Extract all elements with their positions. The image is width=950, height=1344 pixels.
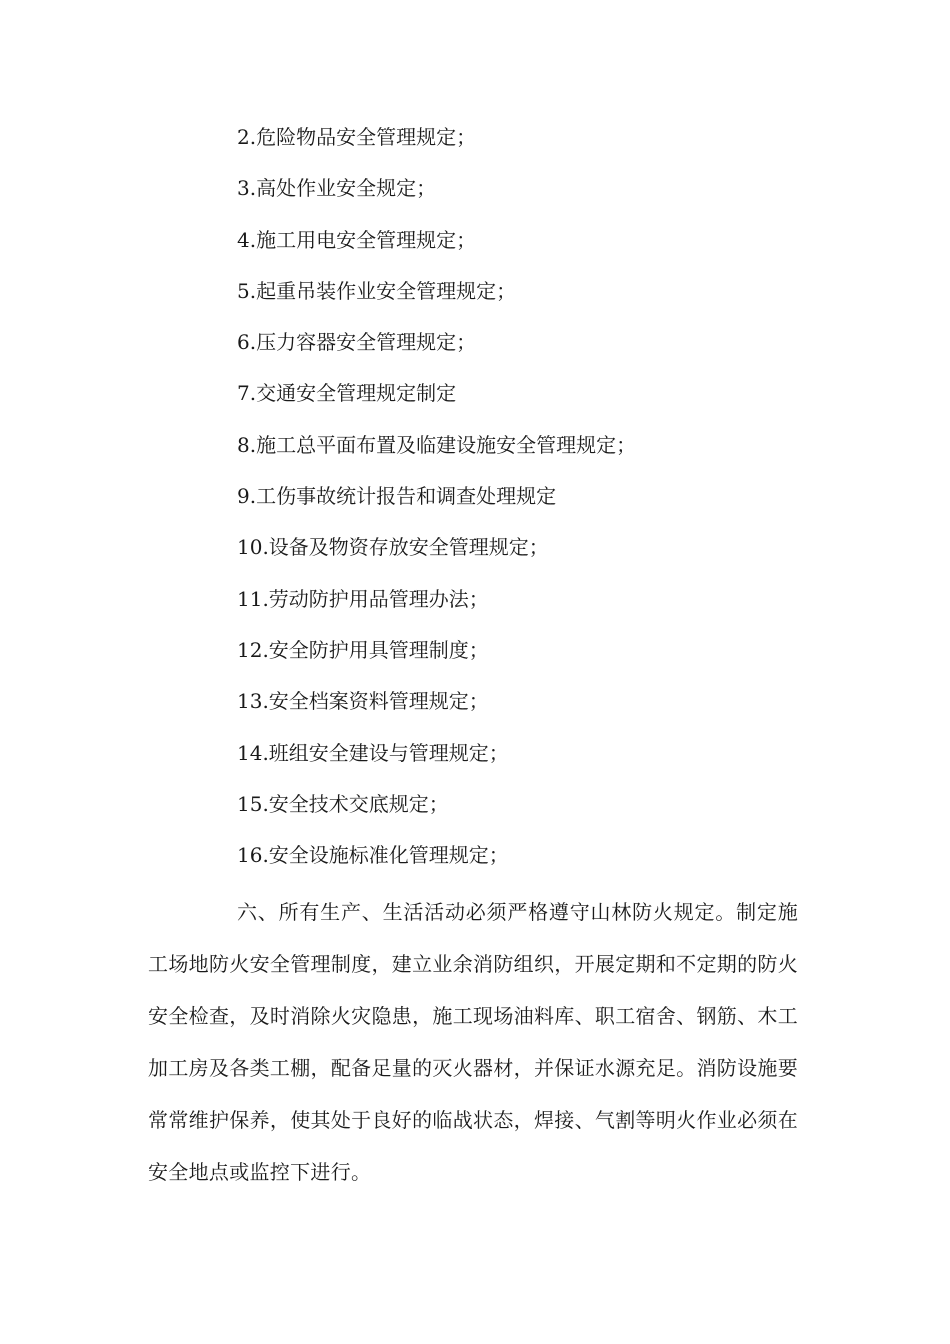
list-item: 10.设备及物资存放安全管理规定； (237, 535, 549, 560)
list-item: 15.安全技术交底规定； (237, 791, 449, 816)
list-item: 9.工伤事故统计报告和调查处理规定 (237, 484, 557, 509)
list-item: 13.安全档案资料管理规定； (237, 689, 489, 714)
list-item: 5.起重吊装作业安全管理规定； (237, 278, 517, 303)
list-item: 7.交通安全管理规定制定 (237, 381, 457, 406)
list-item: 16.安全设施标准化管理规定； (237, 843, 509, 868)
list-item: 14.班组安全建设与管理规定； (237, 740, 509, 765)
list-item: 6.压力容器安全管理规定； (237, 330, 477, 355)
list-item: 4.施工用电安全管理规定； (237, 227, 477, 252)
list-item: 12.安全防护用具管理制度； (237, 637, 489, 662)
fire-safety-paragraph: 六、所有生产、生活活动必须严格遵守山林防火规定。制定施工场地防火安全管理制度，建立业余消防组织，开展定期和不定期的防火安全检查，及时消除火灾隐患，施工现场油料库、职工宿舍、钢筋、木工加工房及各类工棚，配备足量的灭火器材，并保证水源充足。消防设施要常常维护保养，使其处于良好的临战状态，焊接、气割等明火作业必须在安全地点或监控下进行。 (148, 900, 798, 1184)
list-item: 8.施工总平面布置及临建设施安全管理规定； (237, 432, 637, 457)
list-item: 3.高处作业安全规定； (237, 176, 437, 201)
regulation-list (237, 117, 636, 886)
list-item: 11.劳动防护用品管理办法； (237, 586, 489, 611)
list-item: 2.危险物品安全管理规定； (237, 125, 477, 149)
